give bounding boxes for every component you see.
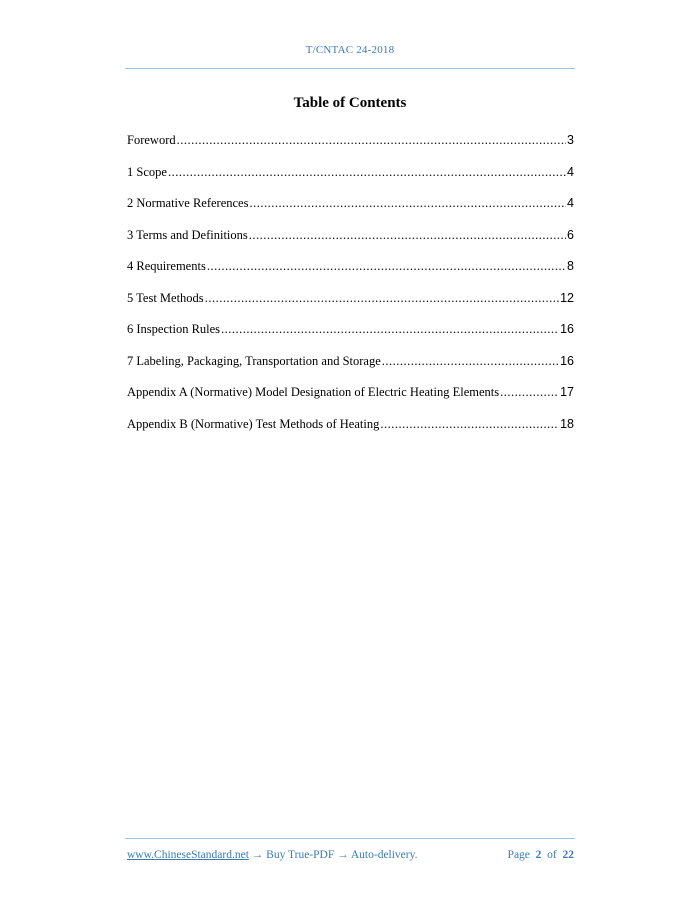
toc-entry-label: 4 Requirements <box>127 259 206 273</box>
toc-dot-leader <box>168 164 566 180</box>
of-word: of <box>547 849 557 861</box>
toc-entry-labeling-packaging[interactable] <box>127 353 574 385</box>
toc-entry-page: 16 <box>560 322 574 336</box>
toc-entry-page: 6 <box>567 227 574 242</box>
toc-entry-label: Appendix A (Normative) Model Designation of Electric Heating Elements <box>127 385 500 399</box>
toc-entry-appendix-b[interactable] <box>127 416 574 448</box>
toc-dot-leader <box>500 384 559 400</box>
toc-dot-leader <box>207 258 566 274</box>
toc-dot-leader <box>221 321 559 337</box>
toc-entry-label: 7 Labeling, Packaging, Transportation and Storage <box>127 353 381 368</box>
toc-entry-label: 3 Terms and Definitions <box>127 227 248 242</box>
buy-pdf-text: Buy True-PDF <box>266 849 335 861</box>
total-page-number: 22 <box>562 849 574 861</box>
toc-entry-appendix-a[interactable] <box>127 384 574 416</box>
toc-entry-label: 2 Normative References <box>127 196 249 210</box>
toc-dot-leader <box>380 416 559 432</box>
toc-entry-inspection-rules[interactable] <box>127 321 574 353</box>
toc-dot-leader <box>177 132 566 148</box>
toc-entry-scope[interactable] <box>127 164 574 196</box>
table-of-contents <box>127 132 574 447</box>
toc-entry-page: 18 <box>560 416 574 431</box>
toc-entry-page: 4 <box>567 164 574 179</box>
toc-entry-foreword[interactable] <box>127 132 574 164</box>
arrow-right-icon: → <box>251 849 264 861</box>
toc-entry-test-methods[interactable] <box>127 290 574 322</box>
toc-entry-label: Foreword <box>127 133 176 147</box>
toc-entry-terms-definitions[interactable] <box>127 227 574 259</box>
toc-entry-page: 17 <box>560 385 574 399</box>
header-divider <box>125 68 575 69</box>
footer-divider <box>125 838 575 839</box>
toc-entry-normative-references[interactable] <box>127 195 574 227</box>
toc-dot-leader <box>205 290 559 306</box>
toc-entry-label: Appendix B (Normative) Test Methods of Heating <box>127 416 380 431</box>
arrow-right-icon: → <box>337 849 349 861</box>
toc-dot-leader <box>249 227 566 243</box>
toc-entry-label: 1 Scope <box>127 164 167 179</box>
footer-promo <box>127 849 418 861</box>
toc-entry-page: 12 <box>560 290 574 305</box>
toc-entry-label: 6 Inspection Rules <box>127 322 221 336</box>
toc-entry-page: 8 <box>567 259 574 273</box>
toc-entry-page: 3 <box>567 133 574 147</box>
page-footer <box>127 849 574 861</box>
toc-entry-page: 16 <box>560 353 574 368</box>
toc-dot-leader <box>249 195 566 211</box>
page-number <box>508 849 574 861</box>
toc-title: Table of Contents <box>293 95 407 111</box>
page-word: Page <box>507 849 530 861</box>
toc-entry-requirements[interactable] <box>127 258 574 290</box>
toc-dot-leader <box>382 353 559 369</box>
document-code-header: T/CNTAC 24-2018 <box>305 44 395 56</box>
auto-delivery-text: Auto-delivery. <box>350 849 418 861</box>
current-page-number: 2 <box>535 849 542 861</box>
toc-entry-label: 5 Test Methods <box>127 290 204 305</box>
website-link[interactable]: www.ChineseStandard.net <box>127 849 249 861</box>
toc-entry-page: 4 <box>567 196 574 210</box>
